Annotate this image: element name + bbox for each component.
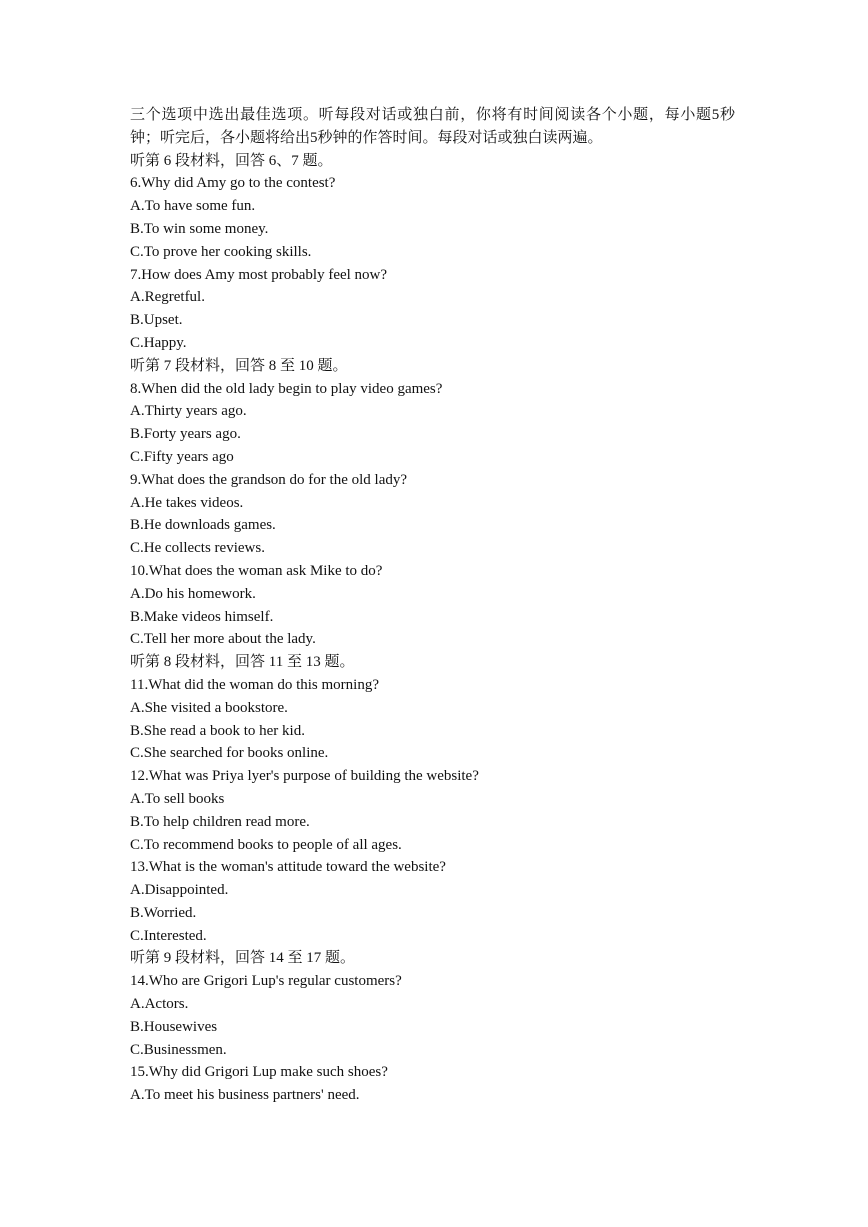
question-14-option-a: A.Actors. [130, 996, 189, 1013]
section-heading-8-10: 听第 7 段材料，回答 8 至 10 题。 [130, 357, 348, 374]
section-heading-6-7: 听第 6 段材料，回答 6、7 题。 [130, 152, 333, 169]
question-13: 13.What is the woman's attitude toward the website? [130, 859, 446, 876]
question-11-option-a: A.She visited a bookstore. [130, 699, 288, 716]
question-11-option-c: C.She searched for books online. [130, 745, 329, 762]
question-8-option-b: B.Forty years ago. [130, 426, 241, 443]
question-7-option-a: A.Regretful. [130, 289, 205, 306]
question-14: 14.Who are Grigori Lup's regular customers? [130, 973, 402, 990]
question-12-option-b: B.To help children read more. [130, 813, 310, 830]
section-heading-11-13: 听第 8 段材料，回答 11 至 13 题。 [130, 654, 355, 671]
question-lines [130, 150, 740, 1107]
question-13-option-b: B.Worried. [130, 904, 197, 921]
question-6-option-a: A.To have some fun. [130, 198, 256, 215]
question-15-option-a: A.To meet his business partners' need. [130, 1087, 360, 1104]
question-8-option-a: A.Thirty years ago. [130, 403, 247, 420]
question-10-option-c: C.Tell her more about the lady. [130, 631, 316, 648]
question-6: 6.Why did Amy go to the contest? [130, 175, 336, 192]
question-7-option-c: C.Happy. [130, 334, 187, 351]
question-8: 8.When did the old lady begin to play video games? [130, 380, 443, 397]
question-6-option-c: C.To prove her cooking skills. [130, 243, 312, 260]
question-10: 10.What does the woman ask Mike to do? [130, 562, 383, 579]
question-11: 11.What did the woman do this morning? [130, 676, 379, 693]
question-7: 7.How does Amy most probably feel now? [130, 266, 388, 283]
question-13-option-c: C.Interested. [130, 927, 207, 944]
question-9-option-c: C.He collects reviews. [130, 540, 265, 557]
question-14-option-b: B.Housewives [130, 1018, 218, 1035]
question-7-option-b: B.Upset. [130, 312, 183, 329]
question-12-option-a: A.To sell books [130, 790, 225, 807]
section-heading-14-17: 听第 9 段材料，回答 14 至 17 题。 [130, 950, 356, 967]
intro-paragraph: 三个选项中选出最佳选项。听每段对话或独白前，你将有时间阅读各个小题，每小题5秒钟；听完后，各小题将给出5秒钟的作答时间。每段对话或独白读两遍。 [130, 107, 735, 146]
question-9: 9.What does the grandson do for the old lady? [130, 471, 408, 488]
question-10-option-b: B.Make videos himself. [130, 608, 274, 625]
question-9-option-b: B.He downloads games. [130, 517, 276, 534]
question-12-option-c: C.To recommend books to people of all ages. [130, 836, 402, 853]
question-12: 12.What was Priya lyer's purpose of building the website? [130, 768, 479, 785]
question-6-option-b: B.To win some money. [130, 220, 269, 237]
question-14-option-c: C.Businessmen. [130, 1041, 227, 1058]
question-10-option-a: A.Do his homework. [130, 585, 256, 602]
question-9-option-a: A.He takes videos. [130, 494, 244, 511]
question-15: 15.Why did Grigori Lup make such shoes? [130, 1064, 388, 1081]
document-content [130, 104, 740, 1107]
question-11-option-b: B.She read a book to her kid. [130, 722, 305, 739]
question-13-option-a: A.Disappointed. [130, 882, 229, 899]
question-8-option-c: C.Fifty years ago [130, 448, 234, 465]
